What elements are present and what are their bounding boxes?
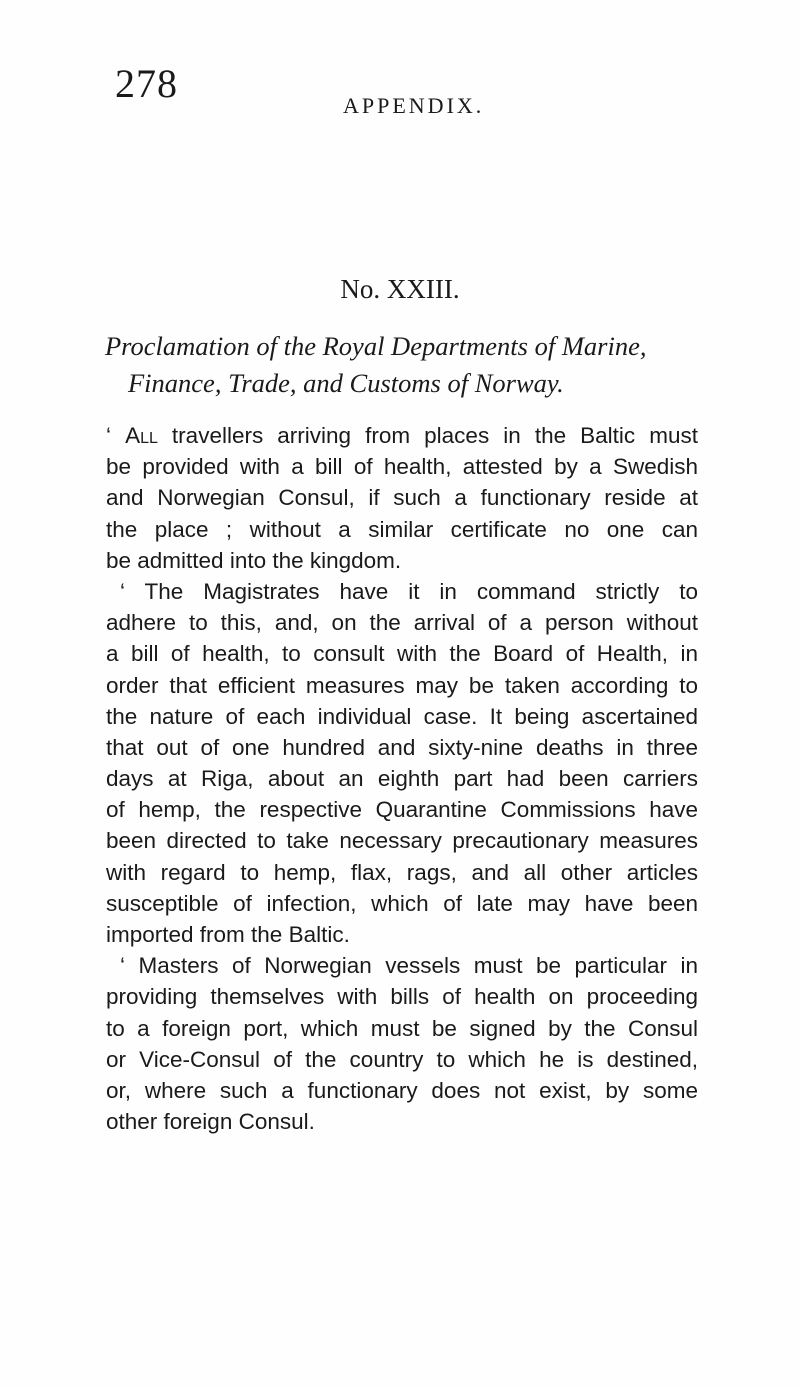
running-head: APPENDIX. bbox=[343, 93, 485, 118]
paragraph-3-line-1: ‘ Masters of Norwegian vessels must be particular in bbox=[120, 953, 698, 979]
paragraph-3-line-3: to a foreign port, which must be signed by the Consul bbox=[106, 1015, 698, 1041]
paragraph-2-line-9: been directed to take necessary precautionary measures bbox=[106, 828, 698, 854]
paragraph-2-line-4: order that efficient measures may be taken according to bbox=[106, 672, 698, 698]
paragraph-2-line-6: that out of one hundred and sixty-nine deaths in three bbox=[106, 734, 698, 760]
paragraph-2-line-11: susceptible of infection, which of late may have been bbox=[106, 890, 698, 916]
paragraph-3-line-4: or Vice-Consul of the country to which he is destined, bbox=[106, 1046, 698, 1072]
paragraph-1-line-3: and Norwegian Consul, if such a functionary reside at bbox=[106, 485, 698, 511]
page-number: 278 bbox=[115, 61, 178, 106]
proclamation-heading-line-1: Proclamation of the Royal Departments of Marine, bbox=[105, 331, 647, 361]
paragraph-2-line-8: of hemp, the respective Quarantine Commissions have bbox=[106, 797, 698, 823]
paragraph-2-line-3: a bill of health, to consult with the Board of Health, in bbox=[106, 641, 698, 667]
paragraph-2-line-10: with regard to hemp, flax, rags, and all other articles bbox=[106, 859, 698, 885]
paragraph-2-line-12: imported from the Baltic. bbox=[106, 922, 350, 947]
document-number: No. XXIII. bbox=[340, 274, 460, 304]
paragraph-2-line-1: ‘ The Magistrates have it in command strictly to bbox=[120, 578, 698, 604]
paragraph-1-line-1-text: travellers arriving from places in the Baltic must bbox=[157, 423, 698, 448]
first-word-small-caps: All bbox=[125, 423, 158, 448]
paragraph-2-line-2: adhere to this, and, on the arrival of a person without bbox=[106, 610, 698, 636]
opening-quote: ‘ bbox=[106, 423, 126, 448]
paragraph-2-line-5: the nature of each individual case. It being ascertained bbox=[106, 703, 698, 729]
paragraph-3-line-5: or, where such a functionary does not exist, by some bbox=[106, 1077, 698, 1103]
paragraph-1-line-4: the place ; without a similar certificate no one can bbox=[106, 516, 698, 542]
proclamation-heading-line-2: Finance, Trade, and Customs of Norway. bbox=[128, 368, 564, 398]
paragraph-3-line-6: other foreign Consul. bbox=[106, 1109, 315, 1135]
paragraph-3-line-2: providing themselves with bills of health on proceeding bbox=[106, 984, 698, 1010]
paragraph-1-line-1 bbox=[106, 420, 698, 451]
paragraph-1-line-2: be provided with a bill of health, attested by a Swedish bbox=[106, 454, 698, 480]
paragraph-2-line-7: days at Riga, about an eighth part had been carriers bbox=[106, 766, 698, 792]
paragraph-1-line-5: be admitted into the kingdom. bbox=[106, 547, 402, 573]
proclamation-body bbox=[106, 420, 698, 1137]
